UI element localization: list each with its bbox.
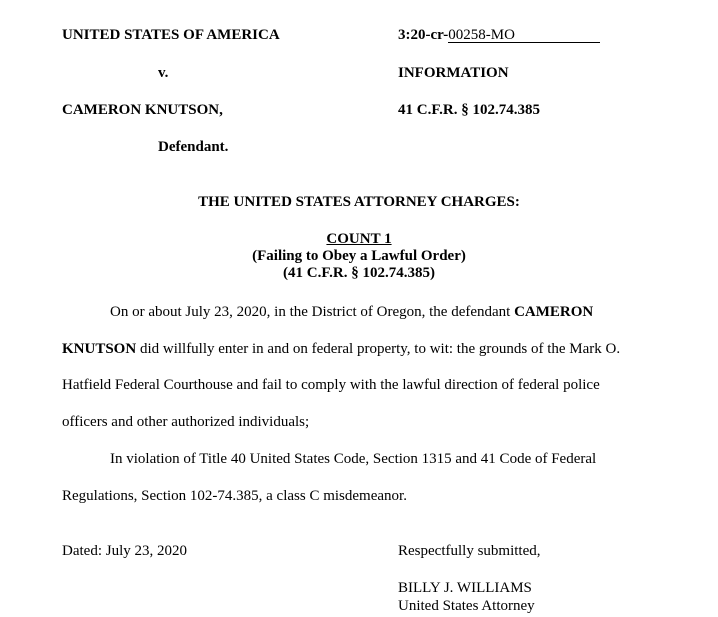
- plaintiff-name: UNITED STATES OF AMERICA: [62, 27, 280, 43]
- document-type: INFORMATION: [398, 65, 509, 81]
- case-number-value: 00258-MO: [448, 27, 515, 43]
- case-number-field: [448, 28, 600, 43]
- paragraph1-line1-text: On or about July 23, 2020, in the District of Oregon, the defendant: [110, 304, 515, 320]
- defendant-first-name: CAMERON: [514, 304, 594, 320]
- count-title-text: COUNT 1: [326, 231, 392, 247]
- case-number: [398, 26, 600, 44]
- paragraph1-line2-text: did willfully enter in and on federal property, to wit: the grounds of the Mark O.: [136, 341, 621, 357]
- versus-label: v.: [158, 65, 169, 81]
- dated-line: Dated: July 23, 2020: [62, 543, 187, 559]
- defendant-label: Defendant.: [158, 139, 229, 155]
- closing-line: Respectfully submitted,: [398, 543, 541, 559]
- paragraph2-line2: Regulations, Section 102-74.385, a class C misdemeanor.: [62, 488, 407, 504]
- paragraph2-line1: In violation of Title 40 United States Code, Section 1315 and 41 Code of Federal: [110, 451, 597, 467]
- signer-name: BILLY J. WILLIAMS: [398, 580, 532, 596]
- charges-heading: THE UNITED STATES ATTORNEY CHARGES:: [198, 194, 520, 210]
- count-title: [0, 230, 718, 248]
- count-citation: (41 C.F.R. § 102.74.385): [283, 265, 435, 281]
- count-offense: (Failing to Obey a Lawful Order): [252, 248, 466, 264]
- statute-citation: 41 C.F.R. § 102.74.385: [398, 102, 540, 118]
- paragraph1-line3: Hatfield Federal Courthouse and fail to comply with the lawful direction of federal police: [62, 377, 600, 393]
- paragraph1-line4: officers and other authorized individuals;: [62, 414, 310, 430]
- defendant-last-name: KNUTSON: [62, 341, 137, 357]
- case-number-prefix: 3:20-cr-: [398, 27, 449, 43]
- paragraph1-line2: [62, 340, 620, 358]
- paragraph1-line1: [110, 303, 593, 321]
- defendant-name: CAMERON KNUTSON,: [62, 102, 223, 118]
- signer-title: United States Attorney: [398, 598, 535, 614]
